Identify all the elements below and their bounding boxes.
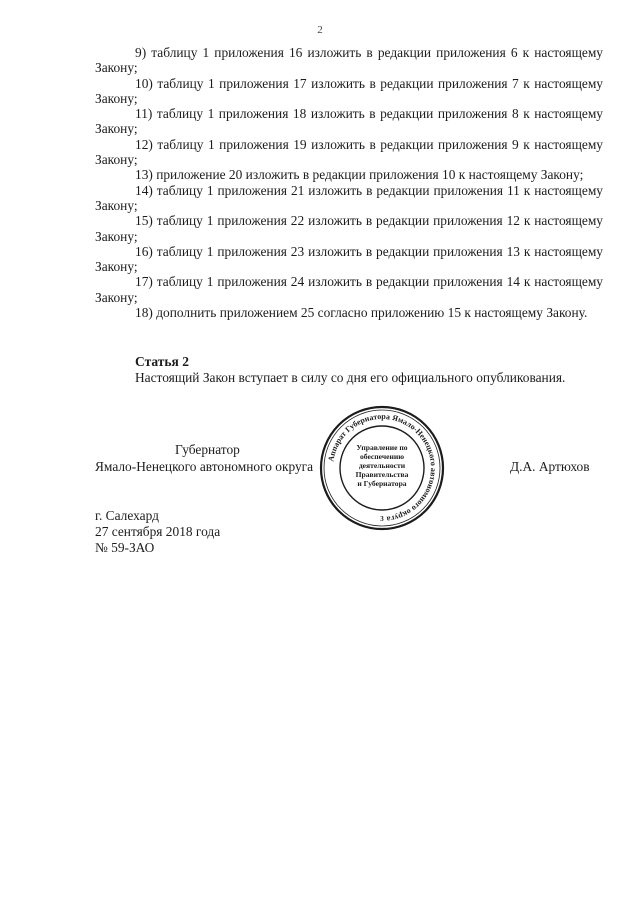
list-item: 9) таблицу 1 приложения 16 изложить в редакции приложения 6 к настоящему Закону; xyxy=(95,45,603,76)
list-item: 14) таблицу 1 приложения 21 изложить в редакции приложения 11 к настоящему Закону; xyxy=(95,182,603,213)
signer-title: Губернатор xyxy=(175,442,240,457)
seal-line: и Губернатора xyxy=(357,479,407,488)
list-item: 11) таблицу 1 приложения 18 изложить в редакции приложения 8 к настоящему Закону; xyxy=(95,106,603,137)
seal-line: деятельности xyxy=(358,461,406,470)
list-item: 15) таблицу 1 приложения 22 изложить в редакции приложения 12 к настоящему Закону; xyxy=(95,213,603,244)
list-item: 10) таблицу 1 приложения 17 изложить в редакции приложения 7 к настоящему Закону; xyxy=(95,75,603,106)
article-body: Настоящий Закон вступает в силу со дня его официального опубликования. xyxy=(135,370,566,385)
signer-region: Ямало-Ненецкого автономного округа xyxy=(95,459,314,474)
list-item: 18) дополнить приложением 25 согласно приложению 15 к настоящему Закону. xyxy=(135,305,588,321)
amendment-list xyxy=(95,45,603,320)
seal-ring-text: Аппарат Губернатора Ямало-Ненецкого автономного округа xyxy=(326,411,439,524)
seal-line: обеспечению xyxy=(359,452,405,461)
list-item: 16) таблицу 1 приложения 23 изложить в редакции приложения 13 к настоящему Закону; xyxy=(95,243,603,275)
article-title: Статья 2 xyxy=(135,354,189,369)
page-number: 2 xyxy=(317,24,323,36)
list-item: 13) приложение 20 изложить в редакции приложения 10 к настоящему Закону; xyxy=(135,167,584,183)
place-of-signing: г. Салехард xyxy=(95,508,159,523)
document-number: № 59-ЗАО xyxy=(95,540,155,555)
seal-line: Управление по xyxy=(356,443,408,452)
list-item: 17) таблицу 1 приложения 24 изложить в редакции приложения 14 к настоящему Закону; xyxy=(95,274,603,305)
list-item: 12) таблицу 1 приложения 19 изложить в редакции приложения 9 к настоящему Закону; xyxy=(95,136,603,168)
official-seal xyxy=(318,404,446,532)
seal-line: Правительства xyxy=(355,470,409,479)
signing-date: 27 сентября 2018 года xyxy=(95,524,221,539)
seal-number: 3 xyxy=(380,515,384,523)
signer-name: Д.А. Артюхов xyxy=(510,459,590,474)
